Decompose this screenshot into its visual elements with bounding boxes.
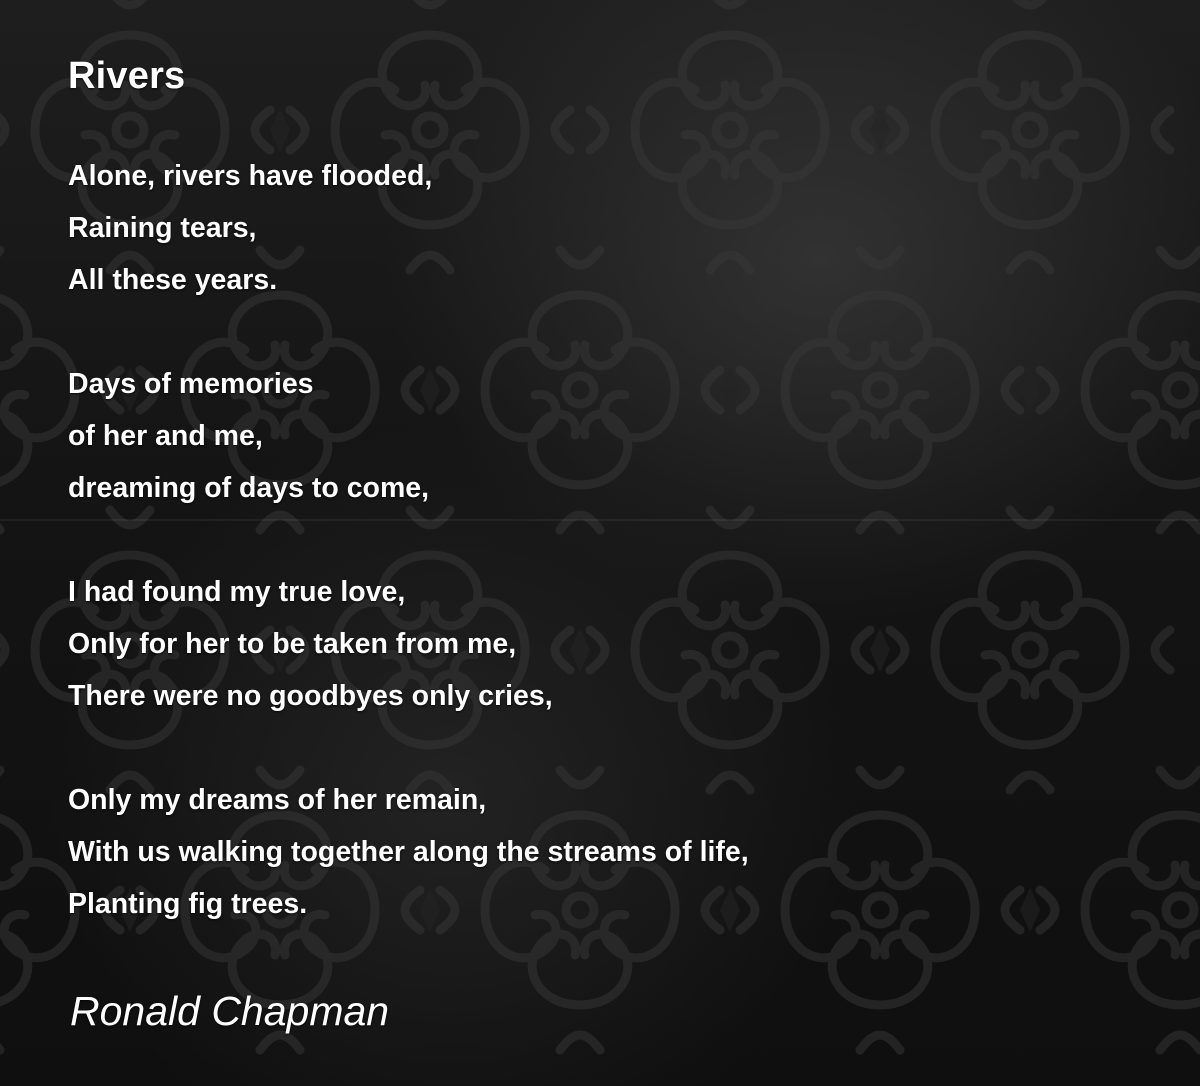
stanza-1 <box>68 152 1128 308</box>
poem-line: I had found my true love, <box>68 576 406 608</box>
poem-line: Alone, rivers have flooded, <box>68 160 433 192</box>
poem-line: Raining tears, <box>68 212 257 244</box>
poem-line: Only my dreams of her remain, <box>68 784 487 816</box>
poem-line: dreaming of days to come, <box>68 472 430 504</box>
poem-line: There were no goodbyes only cries, <box>68 680 553 712</box>
poem-body <box>68 152 1128 984</box>
stanza-4 <box>68 776 1128 932</box>
poem-line: Only for her to be taken from me, <box>68 628 517 660</box>
poem-line: With us walking together along the streams of life, <box>68 836 749 868</box>
poem-title: Rivers <box>68 55 186 97</box>
poem-author: Ronald Chapman <box>70 988 390 1034</box>
poem-line: Planting fig trees. <box>68 888 308 920</box>
stanza-3 <box>68 568 1128 724</box>
poem-line: All these years. <box>68 264 278 296</box>
poem-line: of her and me, <box>68 420 263 452</box>
stanza-2 <box>68 360 1128 516</box>
poem-line: Days of memories <box>68 368 314 400</box>
